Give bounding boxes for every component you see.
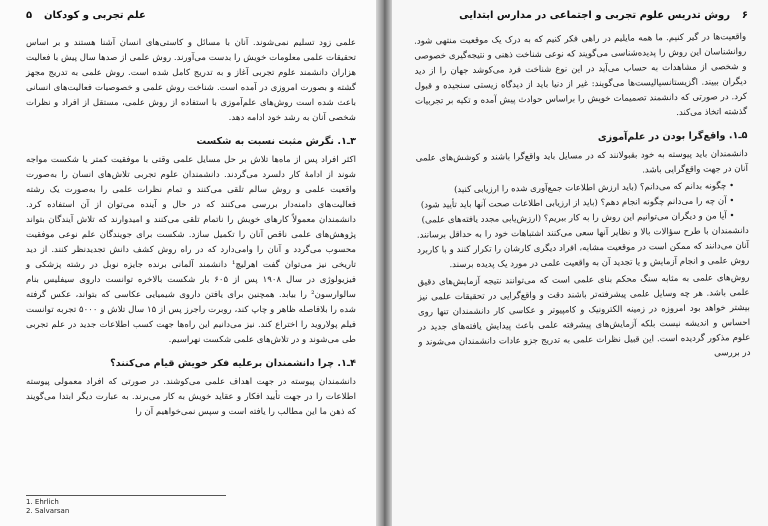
section-scientists-paragraph: دانشمندان پیوسته در جهت اهداف علمی می‌کوشند. در صورتی که افراد معمولی پیوسته اطلاعات را در جهت تأیید افکار و عقاید خویش به کار می‌برند. به عبارت دیگر ابتدا می‌گویند که ذهن ما این مطالب را یافته است و سپس نمی‌خواهیم آن را [26, 377, 356, 417]
left-page-text [26, 36, 356, 422]
section-realism-intro: دانشمندان باید پیوسته به خود بقبولانند که در مسایل باید واقع‌گرا باشند و کوشش‌های علمی آنان در جهت واقع‌گرایی باشد. [415, 148, 749, 176]
list-item: • چگونه بدانم که می‌دانم؟ (باید ارزش اطلاعات جمع‌آوری شده را ارزیابی کنید) [416, 179, 734, 198]
section-heading-failure: ۳ـ۱. نگرش مثبت نسبت به شکست [196, 136, 356, 147]
left-page-number: ۵ [26, 10, 33, 21]
right-running-header: روش تدریس علوم تجربی و اجتماعی در مدارس ابتدایی [459, 10, 730, 21]
section-heading-realism: ۵ـ۱. واقع‌گرا بودن در علم‌آموزی [597, 129, 748, 144]
section-heading-scientists: ۴ـ۱. چرا دانشمندان برعلیه فکر خویش قیام می‌کنند؟ [110, 358, 356, 369]
list-item: • آن چه را می‌دانم چگونه انجام دهم؟ (باید از ارزیابی اطلاعات صحت آنها باید تأیید شود) [416, 194, 734, 213]
book-gutter [376, 0, 392, 526]
list-item: • آیا من و دیگران می‌توانیم این روش را به کار ببریم؟ (ارزش‌یابی مجدد یافته‌های علمی) [417, 209, 735, 228]
right-intro-paragraph: واقعیت‌ها در گیر کنیم. ما همه مایلیم در راهی فکر کنیم که به درک یک موقعیت منتهی شود. روانشناسان این روش را پدیده‌شناسی می‌گویند که نوعی شناخت ذهنی و نتیجه‌گیری خصوصی و شخصی از مشاهدات به حساب می‌آید در این نوع شناخت فرد می‌کوشد جهان را از دید دیگران ببیند. اگزیستانسیالیست‌ها می‌گویند: غیر از دنیا باید از دیدگاه زیستی سنجیده و قبول کرد. در صورتی که دانشمند تصمیمات خویش را براساس حوادث پیش آمده و تکیه بر تجربیات گذشته اتخاذ می‌کند. [414, 31, 748, 118]
left-intro-paragraph: علمی زود تسلیم نمی‌شوند. آنان با مسائل و کاستی‌های انسان آشنا هستند و بر اساس تحقیقات علمی معلومات خویش را بدست می‌آورند. روش علمی از صدها سال پیش با فعالیت هزاران دانشمند علوم تجربی آغاز و به تدریج کامل شده است. روش علمی به تدریج مجهز گشته و بصورت امروزی در آمده است. شناخت روش علمی و خصوصیات فعالیت‌های انسانی باعث شده است روش‌های علم‌آموزی با استفاده از روش علمی، مستقل از افراد و نظرات شخصی آنان به رشد خود ادامه دهد. [26, 38, 356, 123]
right-page [392, 0, 768, 526]
left-running-header: علم تجربی و کودکان [44, 10, 146, 21]
question-list [416, 179, 749, 229]
section-failure-paragraph: اکثر افراد پس از ماه‌ها تلاش بر حل مسایل علمی وقتی با موفقیت کمتر یا شکست مواجه شوند از ادامهٔ کار دلسرد می‌گردند. دانشمندان علوم تجربی تلاش‌های انسان را به‌صورت واقعیت علمی و روش سالم تلقی می‌کنند و تمام نظرات علمی را به‌صورت یک رشته فعالیت‌های دامنه‌دار بررسی می‌کنند که در حال و آینده می‌توان از آن استفاده کرد. دانشمندان معمولاً کارهای خویش را ناتمام تلقی می‌کنند و امیدوارند که تلاش آیندگان بتواند پژوهش‌های علمی ناقص آنان را تکمیل سازد. شکست برای جویندگان علم نوعی موفقیت محسوب می‌گردد و آنان را وامی‌دارد که در راه روش کشف دانش تجدیدنظر کنند. از دید تاریخی نیز می‌توان گفت اهرلیچ¹ دانشمند آلمانی برنده جایزه نوبل در رشته پزشکی و فیزیولوژی در سال ۱۹۰۸ پس از ۶۰۵ بار شکست بالاخره توانست داروی سیفلیس بنام سالوارسون² را بیابد. همچنین برای یافتن داروی شیمیایی عکاسی که بتواند، عکس گرفته شده را بلافاصله ظاهر و چاپ کند، روبرت راجرز پس از ۱۵ سال تلاش و ۵۰۰۰ تجربه توانست فیلم پولاروید را اختراع کند. نیز می‌دانیم این راه‌ها جهت کسب اطلاعات جدید در علم تجربی طی می‌شوند و در تلاش‌های علمی شکست نهراسیم. [26, 155, 356, 345]
footnote-ehrlich: 1. Ehrlich [26, 498, 59, 506]
right-body-paragraph-2: روش‌های علمی به مثابه سنگ محکم بنای علمی است که می‌توانند نتیجه آزمایش‌های دقیق علمی باشد. هر چه وسایل علمی پیشرفته‌تر باشند دقت و واقع‌گرایی در تحقیقات علمی نیز بیشتر خواهد بود امروزه در زمینه الکترونیک و کامپیوتر و عکاسی کار دانشمندان تنها روی احساس و اندیشه نیست بلکه آزمایش‌های پیشرفته علمی باعث پیدایش یافته‌های جدید در علوم مذکور گردیده است. این قبیل نظرات علمی به تدریج جزو عادات دانشمندان می‌شوند و در بررسی [417, 272, 751, 359]
right-page-text [414, 30, 751, 368]
footnote-salvarsan: 2. Salvarsan [26, 507, 70, 515]
left-page [0, 0, 376, 526]
right-page-number: ۶ [741, 10, 748, 21]
right-body-paragraph-1: دانشمندان با طرح سؤالات بالا و نظایر آنها سعی می‌کنند اشتباهات خود را به حداقل برسانند. آنان می‌دانند که ممکن است در موقعیت مشابه، افراد دیگری کارشان را تکرار کنند و با کاربرد روش علمی و انجام آزمایش و یا تجدید آن به واقعیت علمی در مورد یک پدیده برسند. [416, 225, 750, 271]
footnotes [26, 495, 226, 516]
